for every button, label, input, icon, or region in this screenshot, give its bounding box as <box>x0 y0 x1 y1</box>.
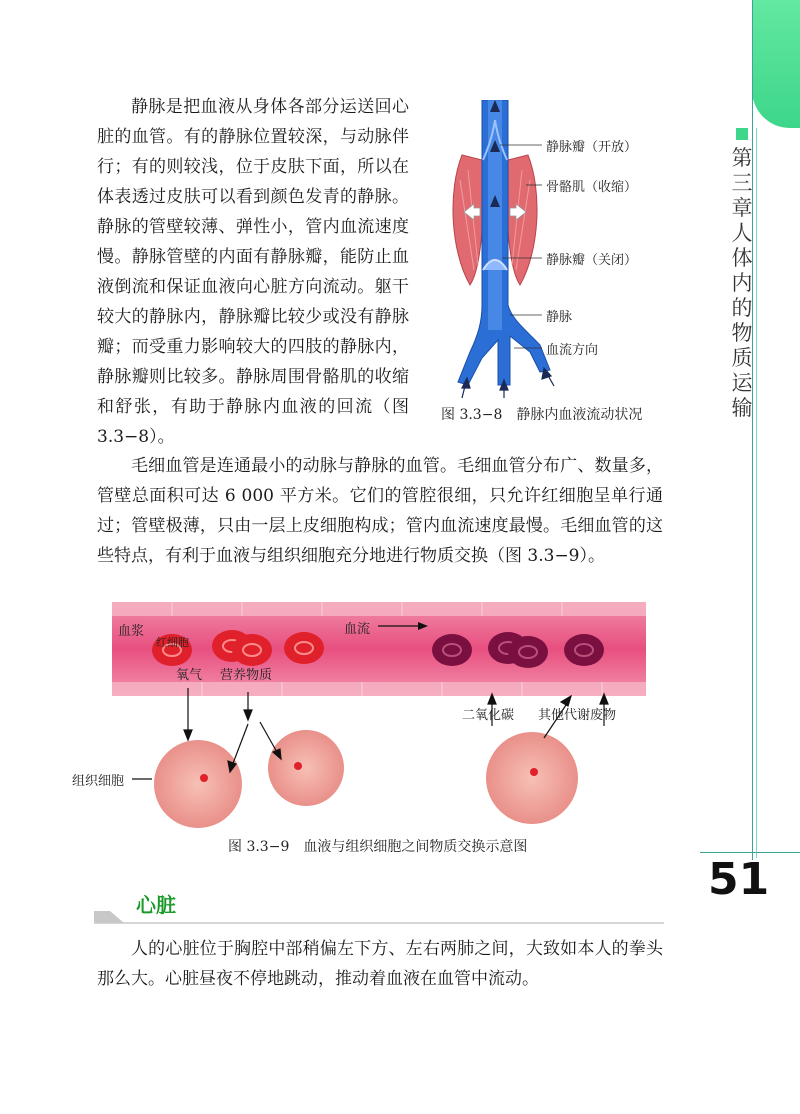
figure-vein <box>430 100 660 400</box>
label-valve-closed: 静脉瓣（关闭） <box>546 253 638 268</box>
label-valve-open: 静脉瓣（开放） <box>546 140 638 155</box>
tissue-cell-3 <box>486 732 578 824</box>
red-cells-deoxygenated <box>432 632 604 668</box>
label-red-cell: 红细胞 <box>156 636 189 649</box>
label-flow-direction: 血流方向 <box>546 343 599 358</box>
label-vein: 静脉 <box>546 310 573 325</box>
page-number: 51 <box>708 854 770 905</box>
figure2-caption: 图 3.3−9 血液与组织细胞之间物质交换示意图 <box>228 839 528 855</box>
section-heading-bar <box>94 905 664 925</box>
figure1-caption: 图 3.3−8 静脉内血液流动状况 <box>441 407 643 423</box>
margin-rule-inner <box>756 128 757 858</box>
label-nutrients: 营养物质 <box>220 668 273 683</box>
paragraph-heart: 人的心脏位于胸腔中部稍偏左下方、左右两肺之间，大致如本人的拳头那么大。心脏昼夜不停地跳动，推动着血液在血管中流动。 <box>97 939 663 989</box>
label-blood-flow: 血流 <box>344 622 371 637</box>
label-oxygen: 氧气 <box>176 668 203 683</box>
label-muscle: 骨骼肌（收缩） <box>546 180 638 195</box>
label-waste: 其他代谢废物 <box>538 708 617 723</box>
chapter-marker-square <box>736 128 748 140</box>
label-plasma: 血浆 <box>118 624 145 639</box>
label-tissue-cell: 组织细胞 <box>72 774 125 789</box>
label-co2: 二氧化碳 <box>462 708 515 723</box>
paragraph-capillaries: 毛细血管是连通最小的动脉与静脉的血管。毛细血管分布广、数量多，管壁总面积可达 6 000 平方米。它们的管腔很细，只允许红细胞呈单行通过；管壁极薄，只由一层上皮细胞构成；管内血流速度最慢。毛细血管的这些特点，有利于血液与组织细胞充分地进行物质交换（图 3.3−9）。 <box>97 456 663 566</box>
section-title-heart: 心脏 <box>136 893 176 917</box>
tissue-cell-1 <box>154 740 242 828</box>
chapter-title: 第三章 人体内的物质运输 <box>731 146 753 420</box>
page-number-rule <box>700 852 800 853</box>
margin-rule <box>752 0 753 860</box>
tissue-cell-2 <box>268 730 344 806</box>
figure-capillary <box>72 598 672 834</box>
chapter-tab <box>752 0 800 128</box>
paragraph-veins: 静脉是把血液从身体各部分运送回心脏的血管。有的静脉位置较深，与动脉伴行；有的则较浅，位于皮肤下面，所以在体表透过皮肤可以看到颜色发青的静脉。静脉的管壁较薄、弹性小，管内血流速度慢。静脉管壁的内面有静脉瓣，能防止血液倒流和保证血液向心脏方向流动。躯干较大的静脉内，静脉瓣比较少或没有静脉瓣；而受重力影响较大的四肢的静脉内，静脉瓣则比较多。静脉周围骨骼肌的收缩和舒张，有助于静脉内血液的回流（图 3.3−8）。 <box>97 97 409 447</box>
